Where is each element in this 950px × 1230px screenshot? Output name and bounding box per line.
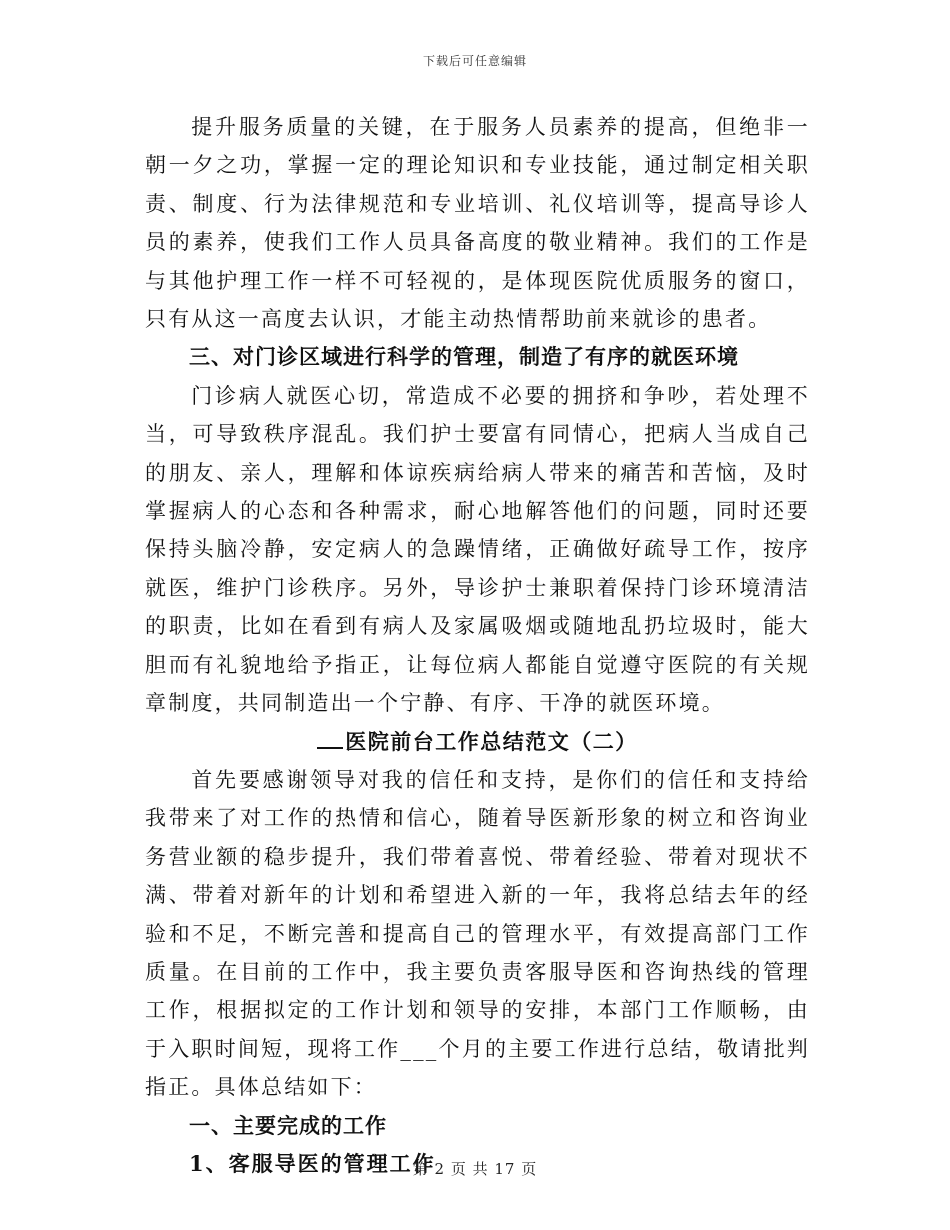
page-header: 下载后可任意编辑 xyxy=(422,54,527,68)
paragraph-service-quality: 提升服务质量的关键，在于服务人员素养的提高，但绝非一朝一夕之功，掌握一定的理论知识和专业技能，通过制定相关职责、制度、行为法律规范和专业培训、礼仪培训等，提高导诊人员的素养，使我们工作人员具备高度的敬业精神。我们的工作是与其他护理工作一样不可轻视的，是体现医院优质服务的窗口，只有从这一高度去认识，才能主动热情帮助前来就诊的患者。 xyxy=(145,115,810,332)
page-footer: 第 2 页 共 17 页 xyxy=(412,1160,538,1178)
section-heading-main-work: 一、主要完成的工作 xyxy=(189,1112,387,1138)
subsection-heading-guide-management: 1、客服导医的管理工作 xyxy=(189,1150,436,1176)
article-title-text: 医院前台工作总结范文（二） xyxy=(345,728,638,754)
title-blank-underline xyxy=(317,729,343,749)
article-title xyxy=(145,723,810,761)
paragraph-clinic-order: 门诊病人就医心切，常造成不必要的拥挤和争吵，若处理不当，可导致秩序混乱。我们护士要富有同情心，把病人当成自己的朋友、亲人，理解和体谅疾病给病人带来的痛苦和苦恼，及时掌握病人的心态和各种需求，耐心地解答他们的问题，同时还要保持头脑冷静，安定病人的急躁情绪，正确做好疏导工作，按序就医，维护门诊秩序。另外，导诊护士兼职着保持门诊环境清洁的职责，比如在看到有病人及家属吸烟或随地乱扔垃圾时，能大胆而有礼貌地给予指正，让每位病人都能自觉遵守医院的有关规章制度，共同制造出一个宁静、有序、干净的就医环境。 xyxy=(145,383,810,716)
section-heading-3: 三、对门诊区域进行科学的管理，制造了有序的就医环境 xyxy=(189,344,739,370)
document-body xyxy=(145,108,810,1183)
paragraph-intro-thanks: 首先要感谢领导对我的信任和支持，是你们的信任和支持给我带来了对工作的热情和信心，随着导医新形象的树立和咨询业务营业额的稳步提升，我们带着喜悦、带着经验、带着对现状不满、带着对新年的计划和希望进入新的一年，我将总结去年的经验和不足，不断完善和提高自己的管理水平，有效提高部门工作质量。在目前的工作中，我主要负责客服导医和咨询热线的管理工作，根据拟定的工作计划和领导的安排，本部门工作顺畅，由于入职时间短，现将工作___个月的主要工作进行总结，敬请批判指正。具体总结如下： xyxy=(145,767,810,1100)
